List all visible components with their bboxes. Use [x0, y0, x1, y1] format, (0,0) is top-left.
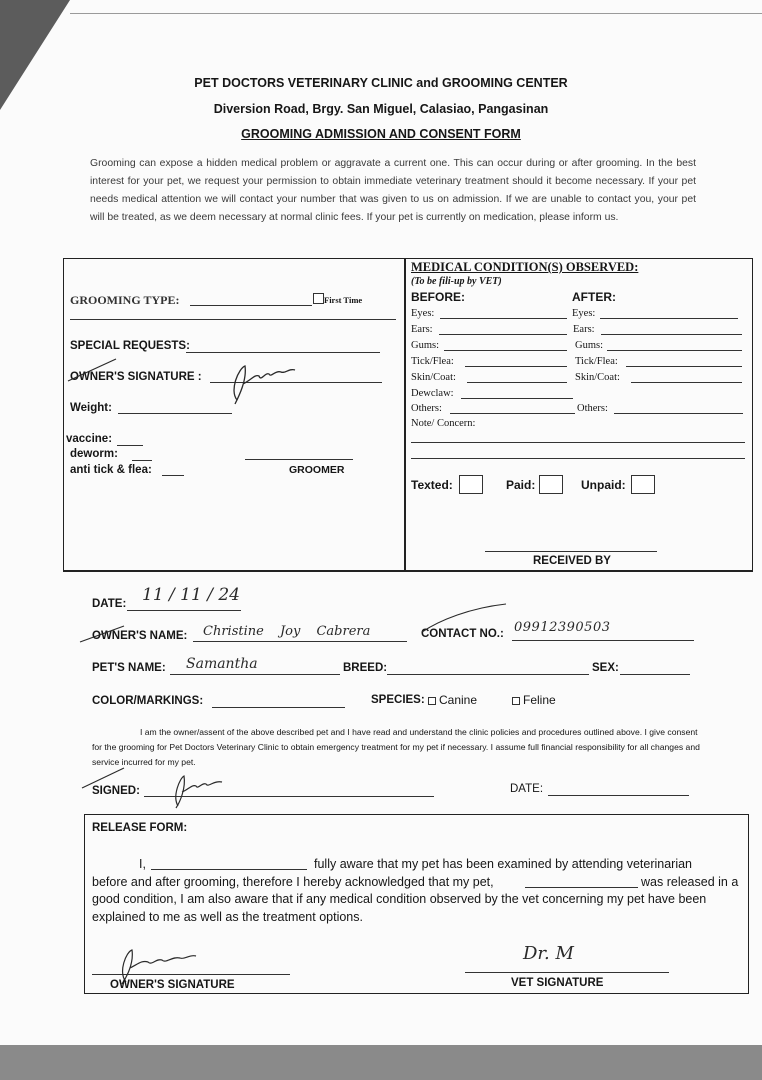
before-eyes-field[interactable]	[440, 318, 567, 319]
before-others-field[interactable]	[450, 413, 575, 414]
signed-signature-scribble	[170, 772, 230, 810]
deworm-field[interactable]	[132, 460, 152, 461]
release-line3: good condition, I am also aware that if any medical condition observed by the vet concerning my pet have been	[92, 892, 707, 906]
contact-value: 09912390503	[514, 620, 611, 635]
date-label: DATE:	[92, 598, 127, 610]
before-others-label: Others:	[411, 403, 442, 414]
after-heading: AFTER:	[572, 290, 616, 304]
release-pet-field[interactable]	[525, 887, 638, 888]
after-others-field[interactable]	[614, 413, 743, 414]
vet-signature-line[interactable]	[465, 972, 669, 973]
release-owner-name-field[interactable]	[151, 869, 307, 870]
after-gums-field[interactable]	[607, 350, 742, 351]
weight-label: Weight:	[70, 402, 112, 414]
clinic-name: PET DOCTORS VETERINARY CLINIC and GROOMING CENTER	[194, 76, 568, 90]
after-tick-field[interactable]	[626, 366, 742, 367]
received-by-label: RECEIVED BY	[533, 555, 611, 567]
clinic-address: Diversion Road, Brgy. San Miguel, Calasiao, Pangasinan	[213, 102, 549, 116]
before-eyes-label: Eyes:	[411, 308, 435, 319]
first-time-label: First Time	[324, 295, 363, 305]
release-line2a: before and after grooming, therefore I hereby acknowledged that my pet,	[92, 875, 494, 889]
pet-name-label: PET'S NAME:	[92, 662, 166, 674]
before-gums-field[interactable]	[444, 350, 567, 351]
note-line-2[interactable]	[411, 458, 745, 459]
release-line2b: was released in a	[641, 875, 739, 889]
received-by-line[interactable]	[485, 551, 657, 552]
vaccine-field[interactable]	[117, 445, 143, 446]
after-skin-label: Skin/Coat:	[575, 372, 620, 383]
paid-checkbox[interactable]	[539, 475, 563, 494]
release-line4: explained to me as well as the treatment options.	[92, 910, 363, 924]
first-time-checkbox[interactable]	[313, 293, 324, 304]
vet-signature-label: VET SIGNATURE	[511, 977, 604, 989]
color-markings-field[interactable]	[212, 707, 345, 708]
feline-checkbox[interactable]	[512, 697, 520, 705]
consent-paragraph: I am the owner/assent of the above described pet and I have read and understand the clinic policies and procedures outlined above. I give consent for the grooming for Pet Doctors Veterinary Clinic to obtain emergency treatment for my pet if necessary. I assume full financial responsibility for all changes and service incurred for my pet.	[92, 727, 700, 767]
before-heading: BEFORE:	[411, 290, 465, 304]
groomer-label: GROOMER	[289, 464, 345, 476]
grooming-type-line-2[interactable]	[70, 319, 396, 320]
special-requests-field[interactable]	[186, 352, 380, 353]
before-gums-label: Gums:	[411, 340, 440, 351]
canine-checkbox[interactable]	[428, 697, 436, 705]
owner-name-value: Christine Joy Cabrera	[203, 624, 371, 639]
owner-name-label: OWNER'S NAME:	[92, 630, 188, 642]
unpaid-checkbox[interactable]	[631, 475, 655, 494]
signature-check-mark	[64, 355, 124, 385]
unpaid-label: Unpaid:	[581, 478, 626, 492]
release-line1: fully aware that my pet has been examined by attending veterinarian	[314, 857, 693, 871]
special-requests-label: SPECIAL REQUESTS:	[70, 340, 190, 352]
vaccine-label: vaccine:	[66, 433, 113, 445]
before-ears-field[interactable]	[439, 334, 567, 335]
after-eyes-field[interactable]	[600, 318, 738, 319]
sex-label: SEX:	[592, 662, 619, 674]
breed-label: BREED:	[343, 662, 388, 674]
owner-name-check-mark	[78, 622, 128, 646]
after-tick-label: Tick/Flea:	[575, 356, 618, 367]
note-concern-label: Note/ Concern:	[411, 418, 476, 429]
signed-label: SIGNED:	[92, 785, 140, 797]
grooming-type-field[interactable]	[190, 305, 312, 306]
before-ears-label: Ears:	[411, 324, 433, 335]
owner-name-field[interactable]	[193, 641, 407, 642]
box-bottom-thick	[63, 570, 753, 572]
texted-checkbox[interactable]	[459, 475, 483, 494]
sex-field[interactable]	[620, 674, 690, 675]
weight-field[interactable]	[118, 413, 232, 414]
before-skin-field[interactable]	[467, 382, 567, 383]
feline-label: Feline	[523, 693, 556, 707]
signed-date-label: DATE:	[510, 783, 544, 795]
vet-signature-value: Dr. M	[523, 943, 574, 964]
grooming-type-label: GROOMING TYPE:	[70, 293, 180, 307]
date-value: 11 / 11 / 24	[142, 585, 240, 605]
before-skin-label: Skin/Coat:	[411, 372, 456, 383]
pet-name-field[interactable]	[170, 674, 340, 675]
after-gums-label: Gums:	[575, 340, 604, 351]
owner-signature-label: OWNER'S SIGNATURE :	[70, 371, 202, 383]
contact-check-mark	[420, 602, 510, 638]
release-title: RELEASE FORM:	[92, 822, 188, 834]
medical-subtitle: (To be fili-up by VET)	[411, 276, 502, 287]
after-ears-field[interactable]	[601, 334, 742, 335]
date-field[interactable]	[127, 610, 241, 611]
release-i: I,	[139, 857, 146, 871]
breed-field[interactable]	[387, 674, 589, 675]
groomer-signature-line[interactable]	[245, 459, 353, 460]
signed-check-mark	[80, 766, 130, 792]
contact-label: CONTACT NO.:	[421, 628, 504, 640]
note-line-1[interactable]	[411, 442, 745, 443]
scan-corner-shadow	[0, 0, 70, 110]
box-divider	[404, 258, 406, 571]
contact-field[interactable]	[512, 640, 694, 641]
canine-label: Canine	[439, 693, 478, 707]
signed-date-field[interactable]	[548, 795, 689, 796]
page-edge-line	[70, 13, 762, 14]
after-skin-field[interactable]	[631, 382, 742, 383]
form-title: GROOMING ADMISSION AND CONSENT FORM	[241, 127, 521, 141]
antitick-label: anti tick & flea:	[70, 464, 152, 476]
medical-title: MEDICAL CONDITION(S) OBSERVED:	[411, 260, 639, 274]
owner-signature-scribble	[225, 360, 305, 408]
before-tick-label: Tick/Flea:	[411, 356, 454, 367]
pet-name-value: Samantha	[186, 656, 258, 672]
scan-bottom-shadow	[0, 1045, 762, 1080]
after-others-label: Others:	[577, 403, 608, 414]
before-dewclaw-field[interactable]	[461, 398, 573, 399]
species-label: SPECIES:	[371, 694, 425, 706]
intro-paragraph: Grooming can expose a hidden medical problem or aggravate a current one. This can occur during or after grooming. In the best interest for your pet, we request your permission to obtain immediate veterinary treatment should it become necessary. If your pet needs medical attention we will contact your number that was given to us on admission. If we are unable to contact you, your pet will be treated, as we deem necessary at normal clinic fees. If your pet is currently on medication, please inform us.	[90, 158, 696, 223]
release-owner-signature-label: OWNER'S SIGNATURE	[110, 979, 235, 991]
color-markings-label: COLOR/MARKINGS:	[92, 695, 204, 707]
paid-label: Paid:	[506, 478, 536, 492]
antitick-field[interactable]	[162, 475, 184, 476]
deworm-label: deworm:	[70, 448, 118, 460]
after-ears-label: Ears:	[573, 324, 595, 335]
after-eyes-label: Eyes:	[572, 308, 596, 319]
texted-label: Texted:	[411, 478, 453, 492]
before-tick-field[interactable]	[465, 366, 567, 367]
before-dewclaw-label: Dewclaw:	[411, 388, 454, 399]
